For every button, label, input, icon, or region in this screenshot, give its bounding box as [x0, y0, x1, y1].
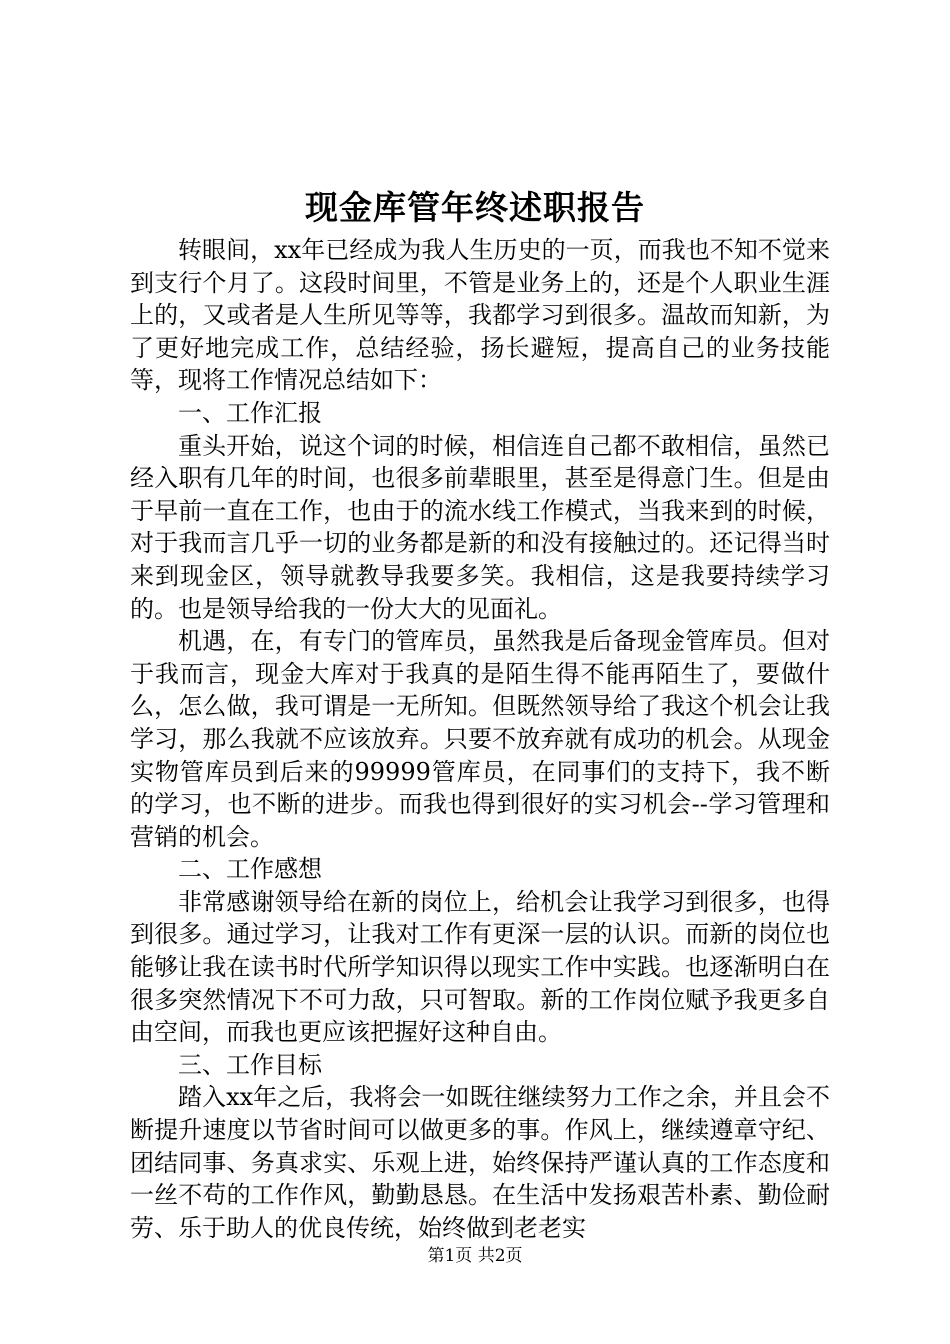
- document-title: 现金库管年终述职报告: [305, 188, 645, 227]
- paragraph-work-goals: 踏入xx年之后，我将会一如既往继续努力工作之余，并且会不断提升速度以节省时间可以做更多的事。作风上，继续遵章守纪、团结同事、务真求实、乐观上进，始终保持严谨认真的工作态度和一丝不苟的工作作风，勤勤恳恳。在生活中发扬艰苦朴素、勤俭耐劳、乐于助人的优良传统，始终做到老老实: [130, 1083, 830, 1242]
- paragraph-work-report-2: 机遇，在，有专门的管库员，虽然我是后备现金管库员。但对于我而言，现金大库对于我真的是陌生得不能再陌生了，要做什么，怎么做，我可谓是一无所知。但既然领导给了我这个机会让我学习，那么我就不应该放弃。只要不放弃就有成功的机会。从现金实物管库员到后来的99999管库员，在同事们的支持下，我不断的学习，也不断的进步。而我也得到很好的实习机会--学习管理和营销的机会。: [130, 627, 830, 851]
- section-heading-work-goals: 三、工作目标: [178, 1050, 322, 1079]
- paragraph-work-report-1: 重头开始，说这个词的时候，相信连自己都不敢相信，虽然已经入职有几年的时间，也很多前辈眼里，甚至是得意门生。但是由于早前一直在工作，也由于的流水线工作模式，当我来到的时候，对于我而言几乎一切的业务都是新的和没有接触过的。还记得当时来到现金区，领导就教导我要多笑。我相信，这是我要持续学习的。也是领导给我的一份大大的见面礼。: [130, 431, 830, 623]
- document-body: [130, 234, 830, 1244]
- paragraph-intro: 转眼间，xx年已经成为我人生历史的一页，而我也不知不觉来到支行个月了。这段时间里，不管是业务上的，还是个人职业生涯上的，又或者是人生所见等等，我都学习到很多。温故而知新，为了更好地完成工作，总结经验，扬长避短，提高自己的业务技能等，现将工作情况总结如下：: [130, 236, 830, 395]
- section-heading-work-thoughts: 二、工作感想: [178, 855, 322, 884]
- section-heading-work-report: 一、工作汇报: [178, 398, 322, 427]
- paragraph-work-thoughts: 非常感谢领导给在新的岗位上，给机会让我学习到很多，也得到很多。通过学习，让我对工作有更深一层的认识。而新的岗位也能够让我在读书时代所学知识得以现实工作中实践。也逐渐明白在很多突然情况下不可力敌，只可智取。新的工作岗位赋予我更多自由空间，而我也更应该把握好这种自由。: [130, 887, 830, 1047]
- page-number-footer: 第1页 共2页: [427, 1246, 523, 1266]
